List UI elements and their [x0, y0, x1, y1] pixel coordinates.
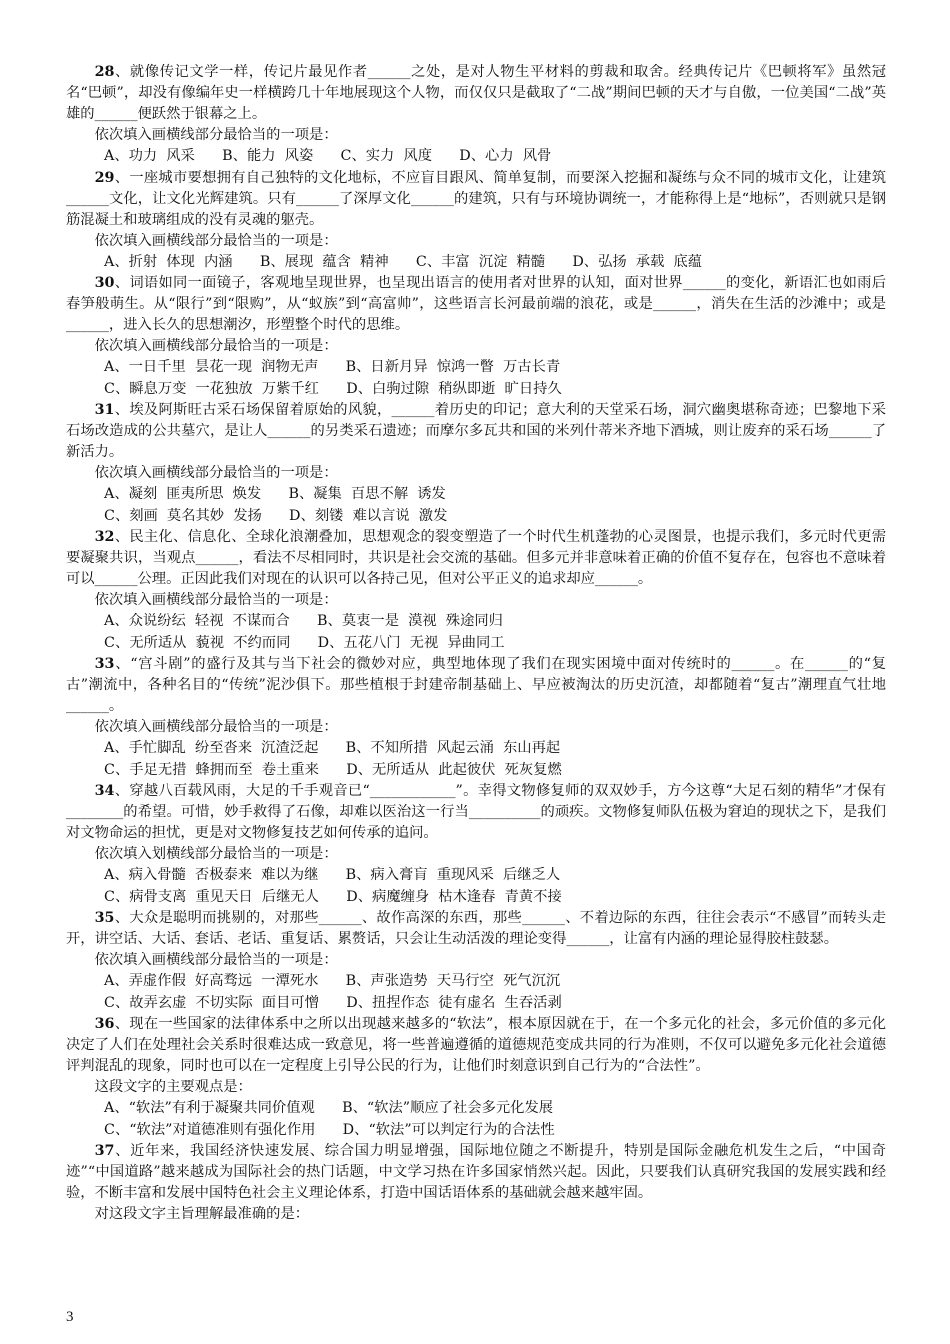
question-number: 29: [94, 169, 115, 186]
question-prompt: 依次填入画横线部分最恰当的一项是：: [94, 952, 338, 968]
question-number: 32: [94, 529, 115, 545]
question-30: [66, 273, 886, 400]
options-row: C、刻画 莫名其妙 发扬 D、刻镂 难以言说 激发: [104, 507, 448, 524]
question-number: 31: [94, 402, 115, 418]
options-row: A、凝刻 匪夷所思 焕发 B、凝集 百思不解 诱发: [104, 486, 446, 502]
question-body: 、“宫斗剧”的盛行及其与当下社会的微妙对应，典型地体现了我们在现实困境中面对传统时的______。在______的“复古”潮流中，各种名目的“传统”泥沙俱下。那些植根于封建帝制基础上、早应被淘汰的历史沉渣，却都随着“复古”潮理直气壮地______。: [66, 656, 886, 714]
options-row: C、无所适从 藐视 不约而同 D、五花八门 无视 异曲同工: [104, 634, 505, 651]
options-row: A、手忙脚乱 纷至沓来 沉渣泛起 B、不知所措 风起云涌 东山再起: [104, 740, 561, 756]
options-row: C、瞬息万变 一花独放 万紫千红 D、白驹过隙 稍纵即逝 旷日持久: [104, 380, 562, 397]
question-29: [66, 168, 886, 274]
question-number: 28: [94, 64, 115, 80]
question-prompt: 依次填入画横线部分最恰当的一项是：: [94, 127, 338, 143]
question-32: [66, 527, 886, 654]
question-text: [66, 400, 886, 463]
options-row: C、病骨支离 重见天日 后继无人 D、病魔缠身 枯木逢春 青黄不接: [104, 888, 562, 905]
question-text: [66, 654, 886, 717]
question-number: 33: [94, 656, 115, 672]
question-body: 、穿越八百载风雨，大足的千手观音已“____________”。幸得文物修复师的双双妙手，方今这尊“大足石刻的精华”才保有________的希望。可惜，妙手救得了石像，却难以医治这一行当__________的顽疾。文物修复师队伍极为窘迫的现状之下，是我们对文物命运的担忧，更是对文物修复技艺如何传承的追问。: [66, 783, 886, 841]
question-35: [66, 908, 886, 1014]
options-row: A、功力 风采 B、能力 风姿 C、实力 风度 D、心力 风骨: [104, 148, 552, 164]
question-number: 37: [94, 1143, 115, 1159]
options-row: C、手足无措 蜂拥而至 卷土重来 D、无所适从 此起彼伏 死灰复燃: [104, 761, 562, 778]
question-prompt: 这段文字的主要观点是：: [94, 1079, 252, 1095]
options-row: A、弄虚作假 好高骛远 一潭死水 B、声张造势 天马行空 死气沉沉: [104, 973, 561, 989]
options-row: C、故弄玄虚 不切实际 面目可憎 D、扭捏作态 徒有虚名 生吞活剥: [104, 994, 562, 1011]
question-body: 、词语如同一面镜子，客观地呈现世界，也呈现出语言的使用者对世界的认知，面对世界______的变化，新语汇也如雨后春笋般萌生。从“限行”到“限购”，从“蚁族”到“高富帅”，这些语言长河最前端的浪花，或是______，消失在生活的沙滩中；或是______，进入长久的思想潮汐，形塑整个时代的思维。: [66, 275, 886, 333]
question-text: [66, 1014, 886, 1077]
question-body: 、大众是聪明而挑剔的，对那些______、故作高深的东西，那些______、不着边际的东西，往往会表示“不感冒”而转头走开，讲空话、大话、套话、老话、重复话、累赘话，只会让生动活泼的理论变得______，让富有内涵的理论显得胶柱鼓瑟。: [66, 910, 886, 947]
question-prompt: 依次填入画横线部分最恰当的一项是：: [94, 719, 338, 735]
question-text: [66, 273, 886, 336]
question-34: [66, 781, 886, 908]
question-37: [66, 1141, 886, 1225]
question-body: 、埃及阿斯旺古采石场保留着原始的风貌，______着历史的印记；意大利的天堂采石场，洞穴幽奥堪称奇迹；巴黎地下采石场改造成的公共墓穴，是让人______的另类采石遗迹；而摩尔多瓦共和国的米列什蒂米齐地下酒城，则让废弃的采石场______了新活力。: [66, 402, 886, 460]
question-number: 30: [94, 275, 115, 291]
question-text: [66, 781, 886, 844]
options-row: A、“软法”有利于凝聚共同价值观 B、“软法”顺应了社会多元化发展: [104, 1100, 554, 1116]
question-body: 、近年来，我国经济快速发展、综合国力明显增强，国际地位随之不断提升，特别是国际金融危机发生之后，“中国奇迹”“中国道路”越来越成为国际社会的热门话题，中文学习热在许多国家悄然兴起。因此，只要我们认真研究我国的发展实践和经验，不断丰富和发展中国特色社会主义理论体系，打造中国话语体系的基础就会越来越牢固。: [66, 1143, 886, 1201]
question-prompt: 依次填入画横线部分最恰当的一项是：: [94, 232, 338, 249]
question-prompt: 依次填入画横线部分最恰当的一项是：: [94, 465, 338, 481]
question-text: [66, 908, 886, 950]
question-31: [66, 400, 886, 527]
question-prompt: 依次填入画横线部分最恰当的一项是：: [94, 338, 338, 354]
question-body: 、现在一些国家的法律体系中之所以出现越来越多的“软法”，根本原因就在于，在一个多元化的社会，多元价值的多元化决定了人们在处理社会关系时很难达成一致意见，将一些普遍遵循的道德规范变成共同的行为准则，不仅可以避免多元化社会道德评判混乱的现象，同时也可以在一定程度上引导公民的行为，让他们时刻意识到自己行为的“合法性”。: [66, 1016, 886, 1074]
question-prompt: 对这段文字主旨理解最准确的是：: [94, 1206, 310, 1222]
question-36: [66, 1014, 886, 1141]
question-number: 34: [94, 783, 115, 799]
question-text: [66, 527, 886, 590]
question-prompt: 依次填入划横线部分最恰当的一项是：: [94, 846, 338, 862]
options-row: A、病入骨髓 否极泰来 难以为继 B、病入膏肓 重现风采 后继乏人: [104, 867, 561, 883]
question-28: [66, 62, 886, 168]
question-text: [66, 168, 886, 231]
question-body: 、民主化、信息化、全球化浪潮叠加，思想观念的裂变塑造了一个时代生机蓬勃的心灵图景，也提示我们，多元时代更需要凝聚共识，当观点______，看法不尽相同时，共识是社会交流的基础。但多元并非意味着正确的价值不复存在，包容也不意味着可以______公理。正因此我们对现在的认识可以各持己见，但对公平正义的追求却应______。: [66, 529, 886, 587]
options-row: A、一日千里 昙花一现 润物无声 B、日新月异 惊鸿一瞥 万古长青: [104, 359, 561, 375]
options-row: A、众说纷纭 轻视 不谋而合 B、莫衷一是 漠视 殊途同归: [104, 613, 503, 629]
page-number: 3: [66, 1309, 74, 1325]
options-row: C、“软法”对道德准则有强化作用 D、“软法”可以判定行为的合法性: [104, 1121, 555, 1138]
question-number: 35: [94, 910, 115, 926]
question-page: [66, 62, 886, 1225]
question-body: 、一座城市要想拥有自己独特的文化地标，不应盲目跟风、简单复制，而要深入挖掘和凝练与众不同的城市文化，让建筑______文化，让文化光辉建筑。只有______了深厚文化______的建筑，只有与环境协调统一，才能称得上是“地标”，否则就只是钢筋混凝土和玻璃组成的没有灵魂的躯壳。: [66, 169, 886, 228]
question-number: 36: [94, 1016, 115, 1032]
question-prompt: 依次填入画横线部分最恰当的一项是：: [94, 592, 338, 608]
question-33: [66, 654, 886, 781]
question-text: [66, 1141, 886, 1204]
options-row: A、折射 体现 内涵 B、展现 蕴含 精神 C、丰富 沉淀 精髓 D、弘扬 承载 底蕴: [104, 253, 703, 270]
question-body: 、就像传记文学一样，传记片最见作者______之处，是对人物生平材料的剪裁和取舍。经典传记片《巴顿将军》虽然冠名“巴顿”，却没有像编年史一样横跨几十年地展现这个人物，而仅仅只是截取了“二战”期间巴顿的天才与自傲，一位美国“二战”英雄的______便跃然于银幕之上。: [66, 64, 886, 122]
question-text: [66, 62, 886, 125]
